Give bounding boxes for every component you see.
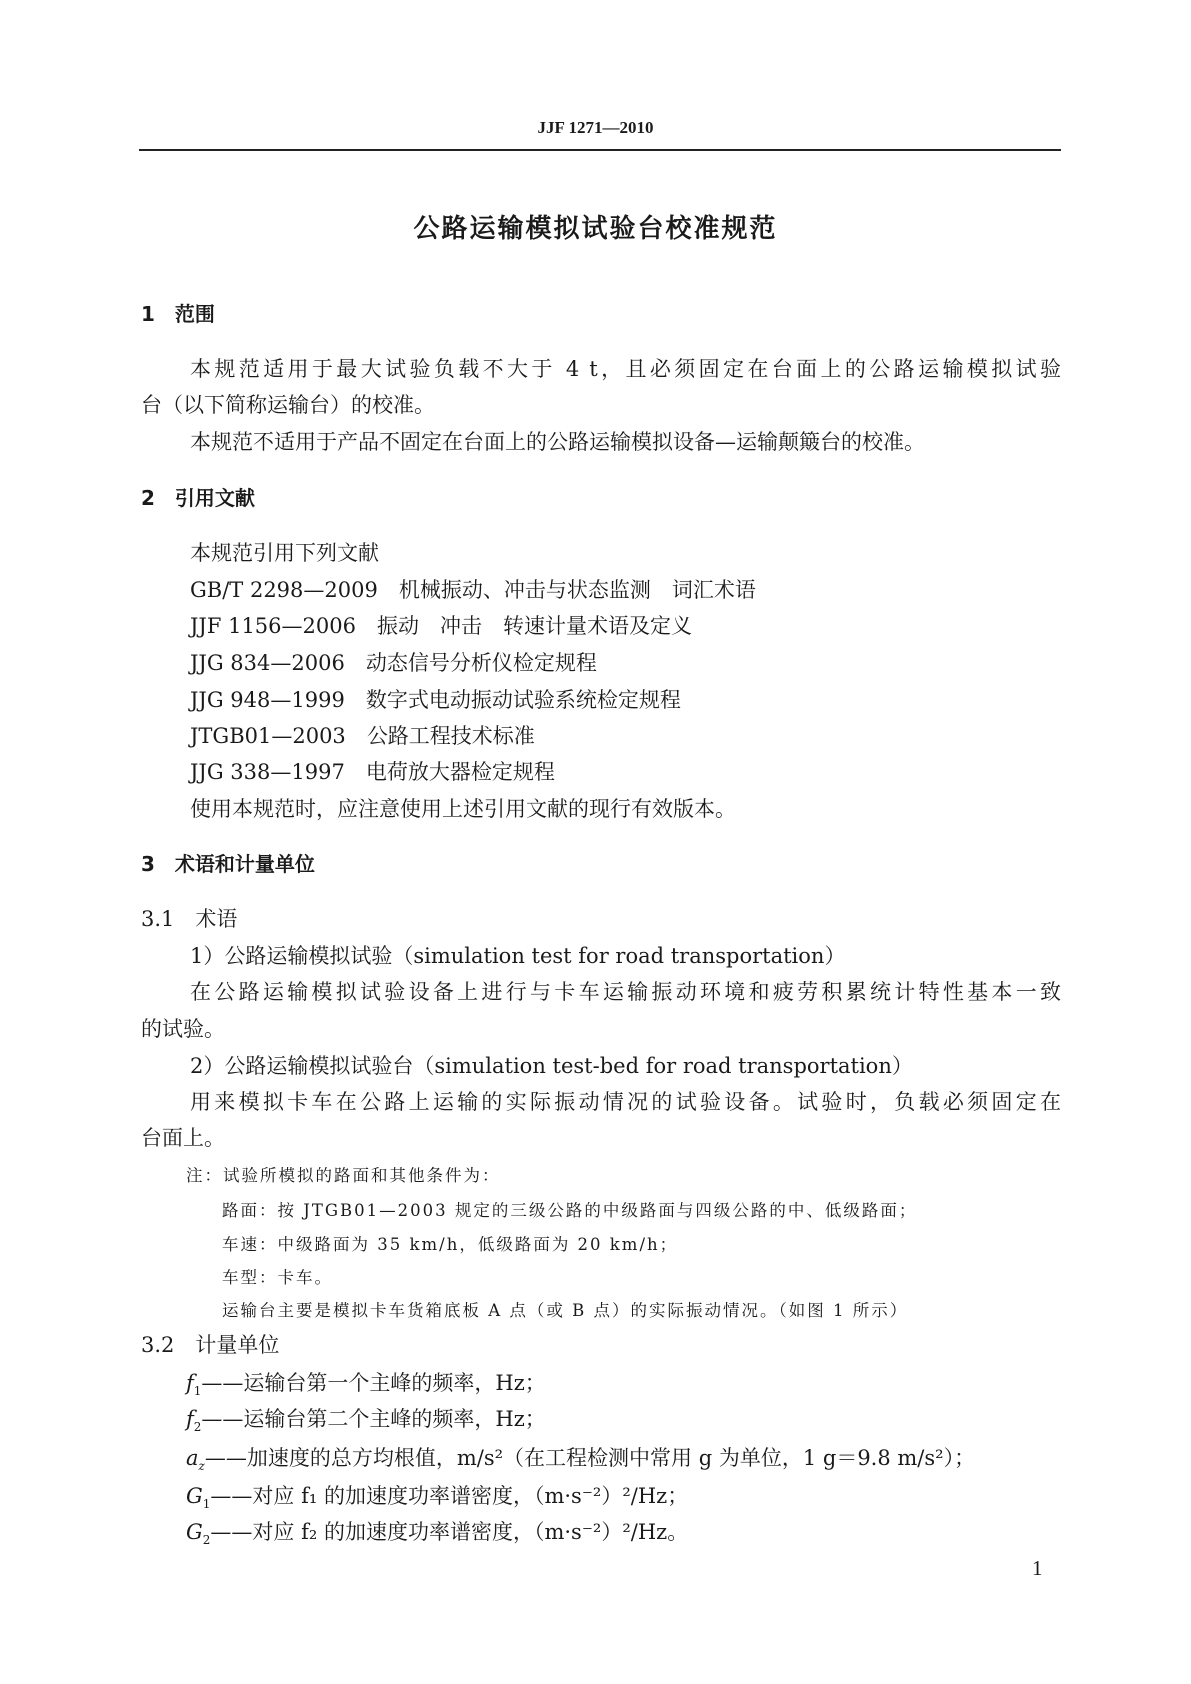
reference-item: JTGB01—2003 公路工程技术标准 — [190, 724, 535, 748]
header-rule — [139, 149, 1061, 151]
unit-item: $G_2——$对应 f₂ 的加速度功率谱密度，（m·s⁻²）²/Hz。 — [186, 1520, 689, 1548]
subsection-3-2-heading: 3.2 计量单位 — [141, 1333, 280, 1357]
section-2-heading: 2 引用文献 — [141, 486, 255, 510]
paragraph: 本规范适用于最大试验负载不大于 4 t，且必须固定在台面上的公路运输模拟试验 — [190, 357, 1061, 381]
note-item: 车速：中级路面为 35 km/h，低级路面为 20 km/h； — [222, 1235, 679, 1254]
reference-item: JJF 1156—2006 振动 冲击 转速计量术语及定义 — [190, 614, 692, 638]
page-title: 公路运输模拟试验台校准规范 — [413, 214, 778, 244]
paragraph: 台面上。 — [141, 1126, 225, 1150]
section-1-heading: 1 范围 — [141, 302, 215, 326]
paragraph: 的试验。 — [141, 1017, 225, 1041]
term: 2）公路运输模拟试验台（simulation test-bed for road transportation） — [190, 1054, 913, 1078]
subsection-3-1-heading: 3.1 术语 — [141, 907, 238, 931]
page-number: 1 — [1032, 1556, 1043, 1580]
reference-item: JJG 834—2006 动态信号分析仪检定规程 — [190, 651, 597, 675]
note-item: 运输台主要是模拟卡车货箱底板 A 点（或 B 点）的实际振动情况。（如图 1 所示） — [222, 1301, 909, 1320]
reference-item: JJG 948—1999 数字式电动振动试验系统检定规程 — [190, 688, 681, 712]
reference-item: JJG 338—1997 电荷放大器检定规程 — [190, 760, 555, 784]
term: 1）公路运输模拟试验（simulation test for road transportation） — [190, 944, 846, 968]
unit-item: $G_1——$对应 f₁ 的加速度功率谱密度，（m·s⁻²）²/Hz； — [186, 1484, 689, 1512]
unit-item: $a_z——$加速度的总方均根值，m/s²（在工程检测中常用 g 为单位，1 g＝9.8 m/s²）； — [186, 1446, 976, 1474]
paragraph: 台（以下简称运输台）的校准。 — [141, 393, 435, 417]
running-header: JJF 1271—2010 — [537, 118, 654, 137]
section-3-heading: 3 术语和计量单位 — [141, 852, 315, 876]
note: 注：试验所模拟的路面和其他条件为： — [186, 1166, 501, 1185]
paragraph: 在公路运输模拟试验设备上进行与卡车运输振动环境和疲劳积累统计特性基本一致 — [190, 980, 1061, 1004]
unit-item: $f_1——$运输台第一个主峰的频率，Hz； — [186, 1371, 546, 1399]
note-item: 路面：按 JTGB01—2003 规定的三级公路的中级路面与四级公路的中、低级路面； — [222, 1201, 918, 1220]
paragraph: 本规范不适用于产品不固定在台面上的公路运输模拟设备—运输颠簸台的校准。 — [190, 430, 925, 454]
paragraph: 使用本规范时，应注意使用上述引用文献的现行有效版本。 — [190, 797, 736, 821]
paragraph: 本规范引用下列文献 — [190, 541, 379, 565]
reference-item: GB/T 2298—2009 机械振动、冲击与状态监测 词汇术语 — [190, 578, 756, 602]
unit-item: $f_2——$运输台第二个主峰的频率，Hz； — [186, 1407, 546, 1435]
note-item: 车型：卡车。 — [222, 1268, 333, 1287]
paragraph: 用来模拟卡车在公路上运输的实际振动情况的试验设备。试验时，负载必须固定在 — [190, 1090, 1061, 1114]
